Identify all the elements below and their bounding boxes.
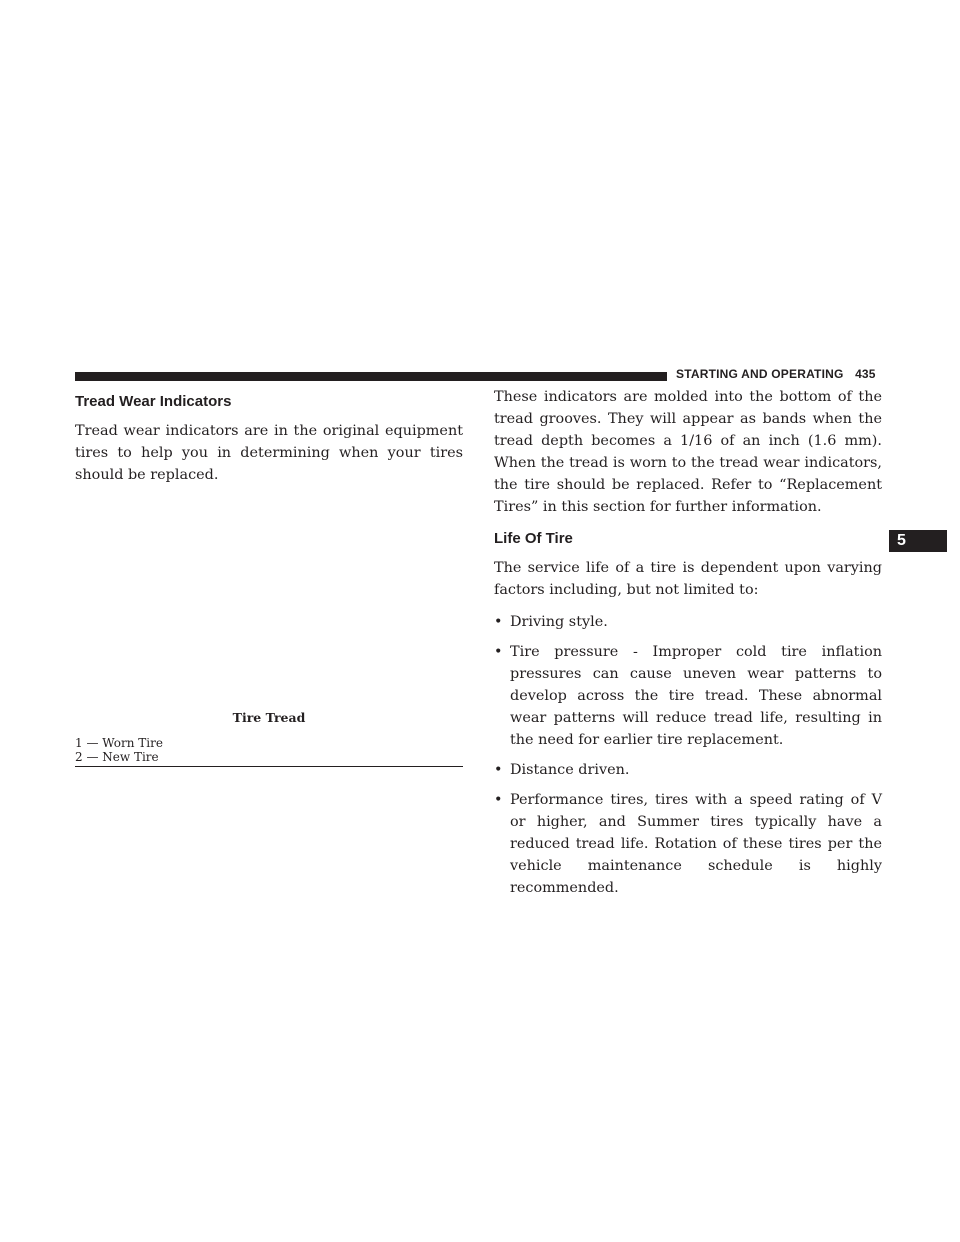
chapter-tab: 5 — [889, 530, 947, 552]
factors-list — [494, 611, 882, 899]
list-item — [494, 641, 882, 751]
indicators-paragraph: These indicators are molded into the bottom of the tread grooves. They will appear as bands when the tread depth becomes a 1/16 of an inch (1.6 mm). When the tread is worn to the tread wear indicators, the tire should be replaced. Refer to “Replacement Tires” in this section for further information. — [494, 389, 882, 515]
bullet-icon: • — [494, 792, 503, 808]
list-item-text: Driving style. — [510, 614, 608, 630]
figure-divider — [75, 766, 463, 767]
legend-item: 1 — Worn Tire — [75, 736, 163, 750]
header-rule — [75, 372, 667, 381]
tire-tread-figure — [75, 470, 463, 700]
bullet-icon: • — [494, 762, 503, 778]
running-header — [676, 367, 896, 381]
list-item — [494, 759, 882, 781]
right-column — [494, 386, 882, 907]
life-of-tire-intro: The service life of a tire is dependent upon varying factors including, but not limited to: — [494, 560, 882, 598]
section-title: STARTING AND OPERATING — [676, 367, 844, 381]
section-heading-life-of-tire: Life Of Tire — [494, 530, 573, 547]
list-item-text: Performance tires, tires with a speed rating of V or higher, and Summer tires typically have a reduced tread life. Rotation of these tires per the vehicle maintenance schedule is highly recommended. — [510, 792, 882, 896]
figure-legend — [75, 736, 463, 764]
bullet-icon: • — [494, 644, 503, 660]
legend-item: 2 — New Tire — [75, 750, 159, 764]
bullet-icon: • — [494, 614, 503, 630]
tread-wear-paragraph: Tread wear indicators are in the original equipment tires to help you in determining when your tires should be replaced. — [75, 423, 463, 483]
page-number: 435 — [855, 367, 876, 381]
section-heading-tread-wear: Tread Wear Indicators — [75, 393, 232, 410]
list-item — [494, 789, 882, 899]
list-item-text: Distance driven. — [510, 762, 630, 778]
list-item — [494, 611, 882, 633]
figure-caption: Tire Tread — [232, 710, 306, 725]
list-item-text: Tire pressure - Improper cold tire inflation pressures can cause uneven wear patterns to develop across the tire tread. These abnormal wear patterns will reduce tread life, resulting in the need for earlier tire replacement. — [510, 644, 882, 748]
